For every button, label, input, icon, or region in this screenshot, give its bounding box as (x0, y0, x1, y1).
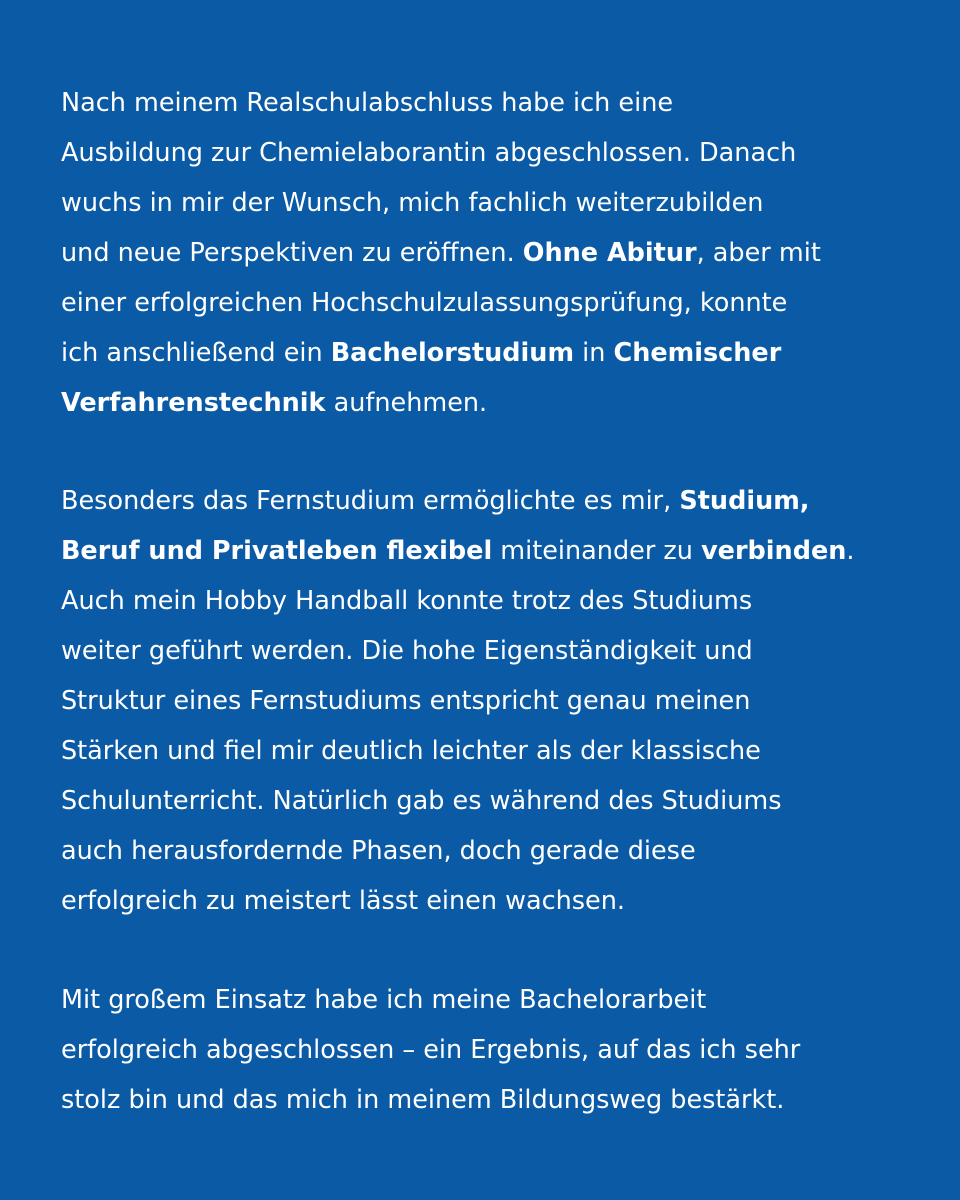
text-run: einer erfolgreichen Hochschulzulassungsprüfung, konnte (61, 288, 788, 318)
text-run: Auch mein Hobby Handball konnte trotz des Studiums (61, 586, 753, 616)
text-line (61, 378, 913, 428)
text-run: erfolgreich zu meistert lässt einen wachsen. (61, 886, 626, 916)
paragraph-education (61, 78, 913, 428)
text-line (61, 726, 913, 776)
text-line (61, 776, 913, 826)
text-line (61, 128, 913, 178)
text-run: Schulunterricht. Natürlich gab es während des Studiums (61, 786, 782, 816)
paragraph-thesis (61, 975, 913, 1125)
text-run: miteinander zu (492, 536, 702, 566)
text-run: auch herausfordernde Phasen, doch gerade diese (61, 836, 696, 866)
text-line (61, 626, 913, 676)
text-run: Nach meinem Realschulabschluss habe ich eine (61, 88, 674, 118)
text-line (61, 78, 913, 128)
text-line (61, 576, 913, 626)
text-line (61, 328, 913, 378)
text-run: Stärken und fiel mir deutlich leichter als der klassische (61, 736, 761, 766)
text-run: Besonders das Fernstudium ermöglichte es mir, (61, 486, 680, 516)
bold-text-run: Studium, (679, 486, 810, 516)
bold-text-run: verbinden (701, 536, 847, 566)
text-line (61, 178, 913, 228)
text-line (61, 1075, 913, 1125)
bold-text-run: Bachelorstudium (330, 338, 575, 368)
text-line (61, 278, 913, 328)
paragraph-distance-learning (61, 476, 913, 926)
text-run: Mit großem Einsatz habe ich meine Bachelorarbeit (61, 985, 707, 1015)
text-run: wuchs in mir der Wunsch, mich fachlich weiterzubilden (61, 188, 764, 218)
text-line (61, 228, 913, 278)
text-line (61, 1025, 913, 1075)
text-line (61, 876, 913, 926)
text-run: Struktur eines Fernstudiums entspricht genau meinen (61, 686, 751, 716)
bold-text-run: Ohne Abitur (522, 238, 697, 268)
text-run: Ausbildung zur Chemielaborantin abgeschlossen. Danach (61, 138, 797, 168)
text-run: aufnehmen. (325, 388, 488, 418)
bold-text-run: Verfahrenstechnik (61, 388, 326, 418)
text-run: stolz bin und das mich in meinem Bildungsweg bestärkt. (61, 1085, 785, 1115)
text-run: , aber mit (696, 238, 821, 268)
text-line (61, 526, 913, 576)
text-run: . (846, 536, 855, 566)
text-run: ich anschließend ein (61, 338, 331, 368)
text-line (61, 476, 913, 526)
bold-text-run: Beruf und Privatleben flexibel (61, 536, 493, 566)
text-line (61, 676, 913, 726)
text-run: in (574, 338, 614, 368)
text-line (61, 826, 913, 876)
text-run: weiter geführt werden. Die hohe Eigenständigkeit und (61, 636, 753, 666)
text-run: und neue Perspektiven zu eröffnen. (61, 238, 523, 268)
text-run: erfolgreich abgeschlossen – ein Ergebnis, auf das ich sehr (61, 1035, 801, 1065)
bold-text-run: Chemischer (613, 338, 782, 368)
text-line (61, 975, 913, 1025)
